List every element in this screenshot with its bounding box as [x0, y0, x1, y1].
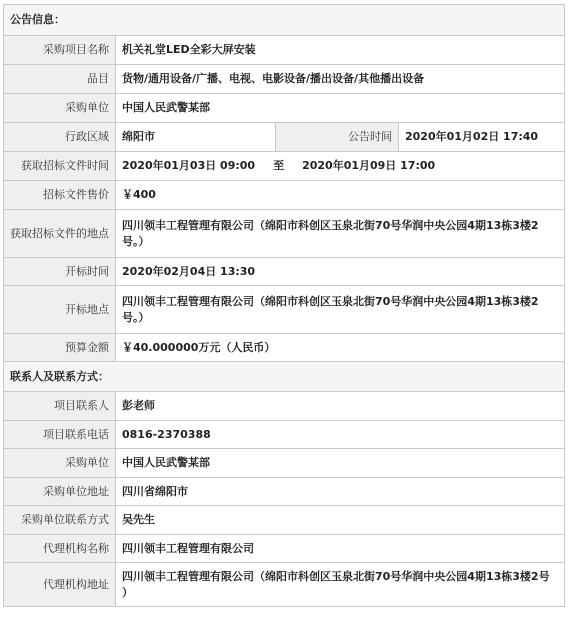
value-doc-location: 四川领丰工程管理有限公司（绵阳市科创区玉泉北街70号华润中央公园4期13栋3楼2号。）	[116, 210, 565, 258]
section-title-contacts: 联系人及联系方式：	[4, 362, 565, 392]
row-project-name	[4, 36, 565, 65]
label-category: 品目	[4, 65, 116, 94]
row-doc-location	[4, 210, 565, 258]
label-doc-location: 获取招标文件的地点	[4, 210, 116, 258]
value-project-contact: 彭老师	[116, 392, 565, 421]
value-agency-name: 四川领丰工程管理有限公司	[116, 535, 565, 563]
value-announce-time: 2020年01月02日 17:40	[399, 123, 565, 152]
section-title-announcement: 公告信息：	[4, 5, 565, 36]
label-contact-purchaser: 采购单位	[4, 449, 116, 478]
row-open-time	[4, 258, 565, 286]
value-budget: ￥40.000000万元（人民币）	[116, 334, 565, 362]
doc-period-start: 2020年01月03日 09:00	[122, 159, 256, 172]
row-agency-address	[4, 563, 565, 607]
value-purchaser: 中国人民武警某部	[116, 94, 565, 123]
row-purchaser-contact	[4, 506, 565, 535]
label-doc-period: 获取招标文件时间	[4, 152, 116, 181]
label-doc-price: 招标文件售价	[4, 181, 116, 210]
section-row-contacts	[4, 362, 565, 392]
row-purchaser	[4, 94, 565, 123]
value-purchaser-address: 四川省绵阳市	[116, 478, 565, 506]
value-region: 绵阳市	[116, 123, 276, 152]
row-category	[4, 65, 565, 94]
announcement-table	[3, 4, 565, 607]
row-open-location	[4, 286, 565, 334]
label-purchaser-address: 采购单位地址	[4, 478, 116, 506]
value-doc-period	[116, 152, 565, 181]
row-purchaser-address	[4, 478, 565, 506]
row-budget	[4, 334, 565, 362]
value-agency-address: 四川领丰工程管理有限公司（绵阳市科创区玉泉北街70号华润中央公园4期13栋3楼2号 ）	[116, 563, 565, 607]
label-region: 行政区域	[4, 123, 116, 152]
label-project-name: 采购项目名称	[4, 36, 116, 65]
label-budget: 预算金额	[4, 334, 116, 362]
section-row-announcement	[4, 5, 565, 36]
label-open-time: 开标时间	[4, 258, 116, 286]
doc-period-separator: 至	[273, 159, 285, 172]
row-doc-period	[4, 152, 565, 181]
label-agency-address: 代理机构地址	[4, 563, 116, 607]
row-agency-name	[4, 535, 565, 563]
row-region-announce-time	[4, 123, 565, 152]
label-agency-name: 代理机构名称	[4, 535, 116, 563]
value-category: 货物/通用设备/广播、电视、电影设备/播出设备/其他播出设备	[116, 65, 565, 94]
value-purchaser-contact: 吴先生	[116, 506, 565, 535]
row-doc-price	[4, 181, 565, 210]
label-purchaser-contact: 采购单位联系方式	[4, 506, 116, 535]
label-project-phone: 项目联系电话	[4, 421, 116, 449]
label-open-location: 开标地点	[4, 286, 116, 334]
value-contact-purchaser: 中国人民武警某部	[116, 449, 565, 478]
value-project-name: 机关礼堂LED全彩大屏安装	[116, 36, 565, 65]
label-purchaser: 采购单位	[4, 94, 116, 123]
row-contact-purchaser	[4, 449, 565, 478]
value-project-phone: 0816-2370388	[116, 421, 565, 449]
label-announce-time: 公告时间	[276, 123, 399, 152]
value-doc-price: ￥400	[116, 181, 565, 210]
doc-period-end: 2020年01月09日 17:00	[302, 159, 436, 172]
value-open-time: 2020年02月04日 13:30	[116, 258, 565, 286]
value-open-location: 四川领丰工程管理有限公司（绵阳市科创区玉泉北街70号华润中央公园4期13栋3楼2号。）	[116, 286, 565, 334]
label-project-contact: 项目联系人	[4, 392, 116, 421]
row-project-contact	[4, 392, 565, 421]
row-project-phone	[4, 421, 565, 449]
